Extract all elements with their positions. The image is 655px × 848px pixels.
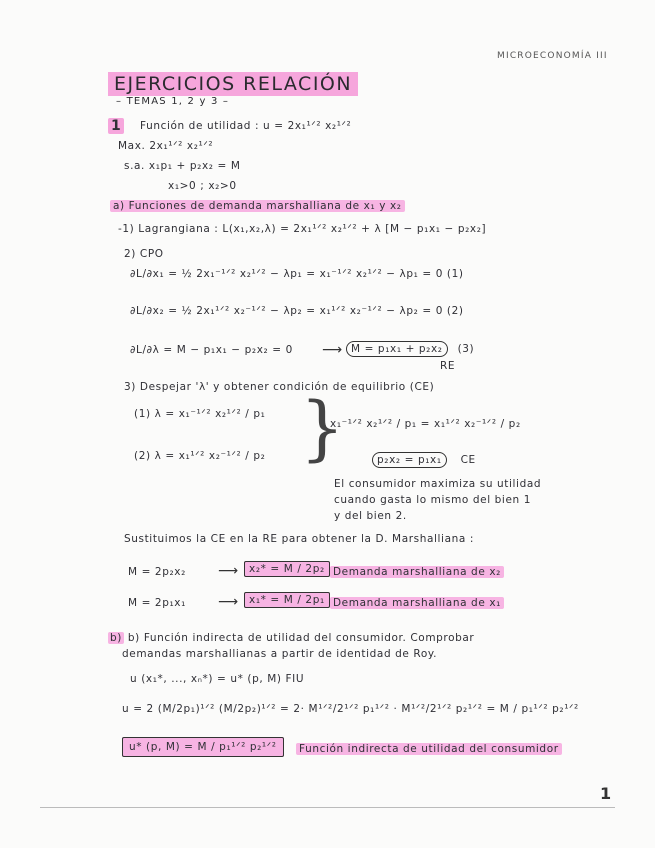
fiu-definition: u (x₁*, ..., xₙ*) = u* (p, M) FIU: [130, 673, 305, 685]
m-eq2: M = 2p₂x₂: [128, 566, 186, 578]
arrow-icon: ⟶: [218, 563, 239, 579]
foc-eq2: ∂L/∂x₂ = ½ 2x₁¹ᐟ² x₂⁻¹ᐟ² − λp₂ = x₁¹ᐟ² x₂⁻¹ᐟ² − λp₂ = 0 (2): [130, 305, 464, 317]
part-a-heading: a) Funciones de demanda marshalliana de x₁ y x₂: [110, 200, 405, 212]
re-label: RE: [440, 360, 456, 372]
arrow-icon: ⟶: [322, 342, 343, 358]
note-line1: El consumidor maximiza su utilidad: [334, 478, 542, 490]
nonneg-constraints: x₁>0 ; x₂>0: [168, 180, 237, 192]
fiu-result-box: u* (p, M) = M / p₁¹ᐟ² p₂¹ᐟ²: [122, 741, 284, 753]
re-box: M = p₁x₁ + p₂x₂ (3): [346, 343, 474, 355]
max-problem: Max. 2x₁¹ᐟ² x₂¹ᐟ²: [118, 140, 214, 152]
page-number: 1: [600, 784, 612, 803]
page-divider: [40, 807, 615, 808]
lambda-eq2: (2) λ = x₁¹ᐟ² x₂⁻¹ᐟ² / p₂: [134, 450, 266, 462]
demand-x2-box: x₂* = M / 2p₂: [244, 563, 330, 575]
fiu-calculation: u = 2 (M/2p₁)¹ᐟ² (M/2p₂)¹ᐟ² = 2· M¹ᐟ²/2¹ᐟ² p₁¹ᐟ² · M¹ᐟ²/2¹ᐟ² p₂¹ᐟ² = M / p₁¹ᐟ² p₂¹ᐟ²: [122, 703, 579, 715]
substitution-text: Sustituimos la CE en la RE para obtener la D. Marshalliana :: [124, 533, 474, 545]
course-header: MICROECONOMÍA III: [497, 51, 608, 61]
arrow-icon: ⟶: [218, 594, 239, 610]
lambda-eq1: (1) λ = x₁⁻¹ᐟ² x₂¹ᐟ² / p₁: [134, 408, 266, 420]
budget-constraint: s.a. x₁p₁ + p₂x₂ = M: [124, 160, 241, 172]
fiu-result-label: Función indirecta de utilidad del consumidor: [296, 743, 562, 755]
demand-x1-label: Demanda marshalliana de x₁: [330, 597, 504, 609]
demand-x2-label: Demanda marshalliana de x₂: [330, 566, 504, 578]
part-b-heading: b) b) Función indirecta de utilidad del consumidor. Comprobar: [110, 632, 475, 644]
ce-box: p₂x₂ = p₁x₁ CE: [372, 454, 476, 466]
brace-icon: }: [300, 387, 345, 469]
m-eq1: M = 2p₁x₁: [128, 597, 186, 609]
cpo-heading: 2) CPO: [124, 248, 164, 260]
utility-statement: Función de utilidad : u = 2x₁¹ᐟ² x₂¹ᐟ²: [140, 120, 352, 132]
foc-eq1: ∂L/∂x₁ = ½ 2x₁⁻¹ᐟ² x₂¹ᐟ² − λp₁ = x₁⁻¹ᐟ² x₂¹ᐟ² − λp₁ = 0 (1): [130, 268, 464, 280]
page-subtitle: – TEMAS 1, 2 y 3 –: [116, 96, 230, 107]
step3-heading: 3) Despejar 'λ' y obtener condición de equilibrio (CE): [124, 381, 435, 393]
lagrangian: -1) Lagrangiana : L(x₁,x₂,λ) = 2x₁¹ᐟ² x₂¹ᐟ² + λ [M − p₁x₁ − p₂x₂]: [118, 223, 487, 235]
demand-x1-box: x₁* = M / 2p₁: [244, 594, 330, 606]
exercise-number: 1: [108, 118, 124, 134]
note-line3: y del bien 2.: [334, 510, 407, 522]
page-title: EJERCICIOS RELACIÓN: [108, 72, 358, 96]
part-b-heading-line2: demandas marshallianas a partir de identidad de Roy.: [122, 648, 438, 660]
foc-eq3: ∂L/∂λ = M − p₁x₁ − p₂x₂ = 0: [130, 344, 293, 356]
note-line2: cuando gasta lo mismo del bien 1: [334, 494, 531, 506]
lambda-ratio: x₁⁻¹ᐟ² x₂¹ᐟ² / p₁ = x₁¹ᐟ² x₂⁻¹ᐟ² / p₂: [330, 418, 521, 430]
